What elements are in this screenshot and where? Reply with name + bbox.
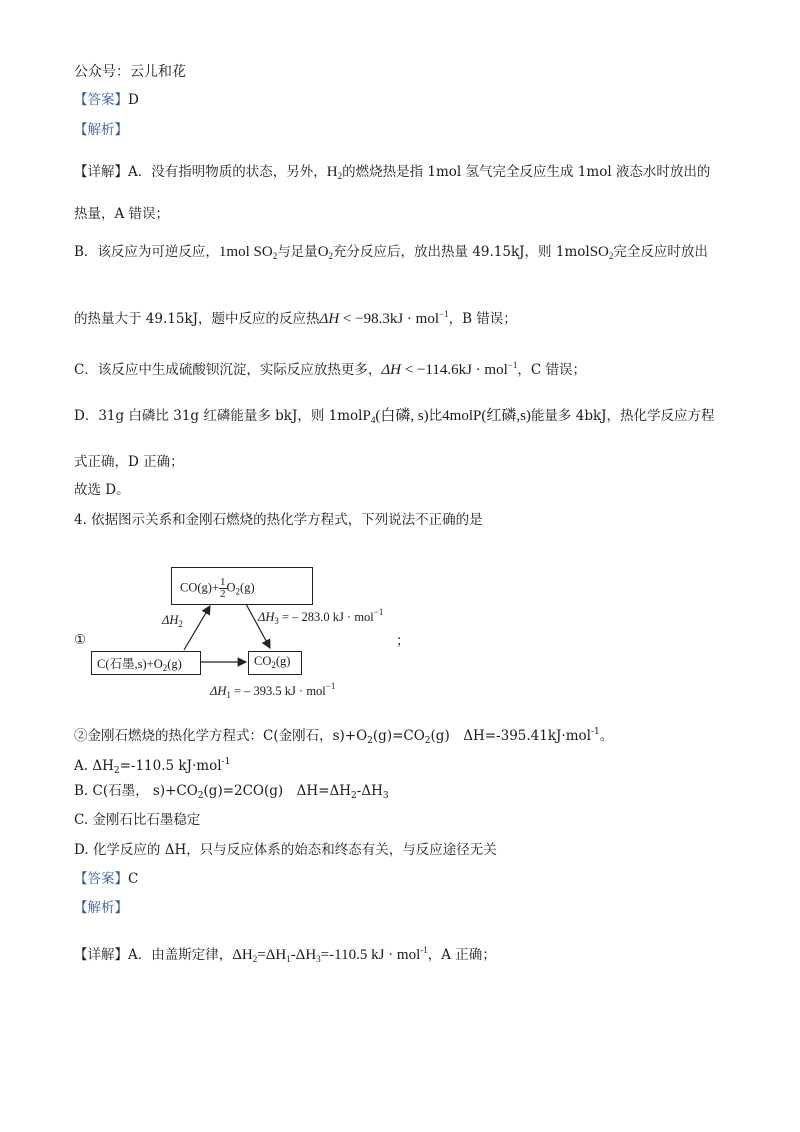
- dh2-label: $\Delta H_2$: [162, 613, 183, 629]
- q3-conclusion: 故选 D。: [74, 482, 130, 498]
- arrow-dh2: [184, 606, 210, 650]
- dh1-label: $\Delta H_1$ = – 393.5 kJ · mol$^{-1}$: [210, 681, 336, 700]
- public-account-header: 公众号：云儿和花: [74, 64, 186, 80]
- q3-analysis-tag: 【解析】: [74, 122, 128, 138]
- answer-value: D: [128, 92, 139, 108]
- left-box-label: C(石墨$,s)+O_2(g)$: [97, 657, 182, 673]
- dh3-label: $\Delta H_3$ = – 283.0 kJ · mol$^{-1}$: [258, 607, 384, 626]
- option-a: A. $\Delta H_2=-110.5$ kJ·mol$^{-1}$: [74, 757, 231, 776]
- answer-tag: 【答案】: [74, 92, 128, 108]
- top-box-label: CO(g)+ $\frac{1}{2}$ $O_2(g)$: [180, 576, 255, 600]
- detail-tag: 【详解】: [74, 164, 128, 180]
- dh-formula-b: ΔH < −98.3kJ · mol$^{-1}$: [319, 309, 449, 327]
- q3-detail-d-line2: 式正确，D 正确；: [74, 454, 184, 470]
- dh-formula-c: ΔH < −114.6kJ · mol$^{-1}$: [381, 360, 518, 378]
- q4-analysis-tag: 【解析】: [74, 900, 128, 916]
- p4-formula: $P_4$(白磷, s): [362, 408, 429, 425]
- option-b: B. C(石墨， $s)+CO_2(g)=2CO(g)$ $\Delta H=\Delta H_2-\Delta H_3$: [74, 783, 389, 801]
- red-p-formula: 4molP(红磷,s): [442, 408, 531, 424]
- h2-formula: $H_2$: [326, 164, 343, 181]
- detail-a-post: 的燃烧热是指 1mol 氢气完全反应生成 1mol 液态水时放出的: [342, 164, 711, 180]
- q3-detail-b-line1: B．该反应为可逆反应，1mol $SO_2$与足量$O_2$充分反应后，放出热量 49.15kJ，则 1molSO$_2$完全反应时放出: [74, 244, 708, 261]
- item2-equation: ②金刚石燃烧的热化学方程式：C(金刚石，$s)+O_2(g)=CO_2(g)$ ΔH=-395.41kJ·mol$^{-1}$。: [74, 727, 614, 746]
- q4-detail-a: 【详解】A．由盖斯定律，$\Delta H_2=\Delta H_1-\Delta H_3=-110.5$ kJ · mol$^{-1}$，A 正确；: [74, 945, 496, 964]
- so2-formula-2: $SO_2$: [589, 244, 614, 261]
- one-half-fraction: $\frac{1}{2}$: [220, 576, 226, 600]
- so2-formula: 1mol $SO_2$: [218, 244, 278, 261]
- q3-detail-a-line2: 热量，A 错误；: [74, 206, 170, 222]
- option-c: C. 金刚石比石墨稳定: [74, 812, 201, 828]
- detail-a-pre: A．没有指明物质的状态，另外，: [128, 164, 327, 180]
- item1-marker: ①: [74, 632, 87, 648]
- item1-end: ；: [396, 633, 410, 649]
- q4-answer-value: C: [128, 871, 139, 887]
- q4-stem: 4. 依据图示关系和金刚石燃烧的热化学方程式，下列说法不正确的是: [74, 512, 483, 528]
- right-box-label: $CO_2(g)$: [254, 654, 291, 670]
- q3-detail-b-line2: 的热量大于 49.15kJ，题中反应的反应热ΔH < −98.3kJ · mol$^{-1}$，B 错误；: [74, 309, 517, 327]
- q3-detail-c-line: C．该反应中生成硫酸钡沉淀，实际反应放热更多，ΔH < −114.6kJ · mol$^{-1}$，C 错误；: [74, 360, 586, 378]
- q3-detail-d-line1: D．31g 白磷比 31g 红磷能量多 bkJ，则 1molP$_4$(白磷, s)比4molP(红磷,s)能量多 4bkJ，热化学反应方程: [74, 408, 715, 425]
- o2-formula: $O_2$: [317, 244, 334, 261]
- option-d: D. 化学反应的 ΔH，只与反应体系的始态和终态有关，与反应途径无关: [74, 842, 497, 858]
- hess-formula: $\Delta H_2=\Delta H_1-\Delta H_3=-110.5$ kJ · mol$^{-1}$: [232, 945, 428, 964]
- q4-answer-line: [74, 869, 138, 889]
- q4-answer-tag: 【答案】: [74, 871, 128, 887]
